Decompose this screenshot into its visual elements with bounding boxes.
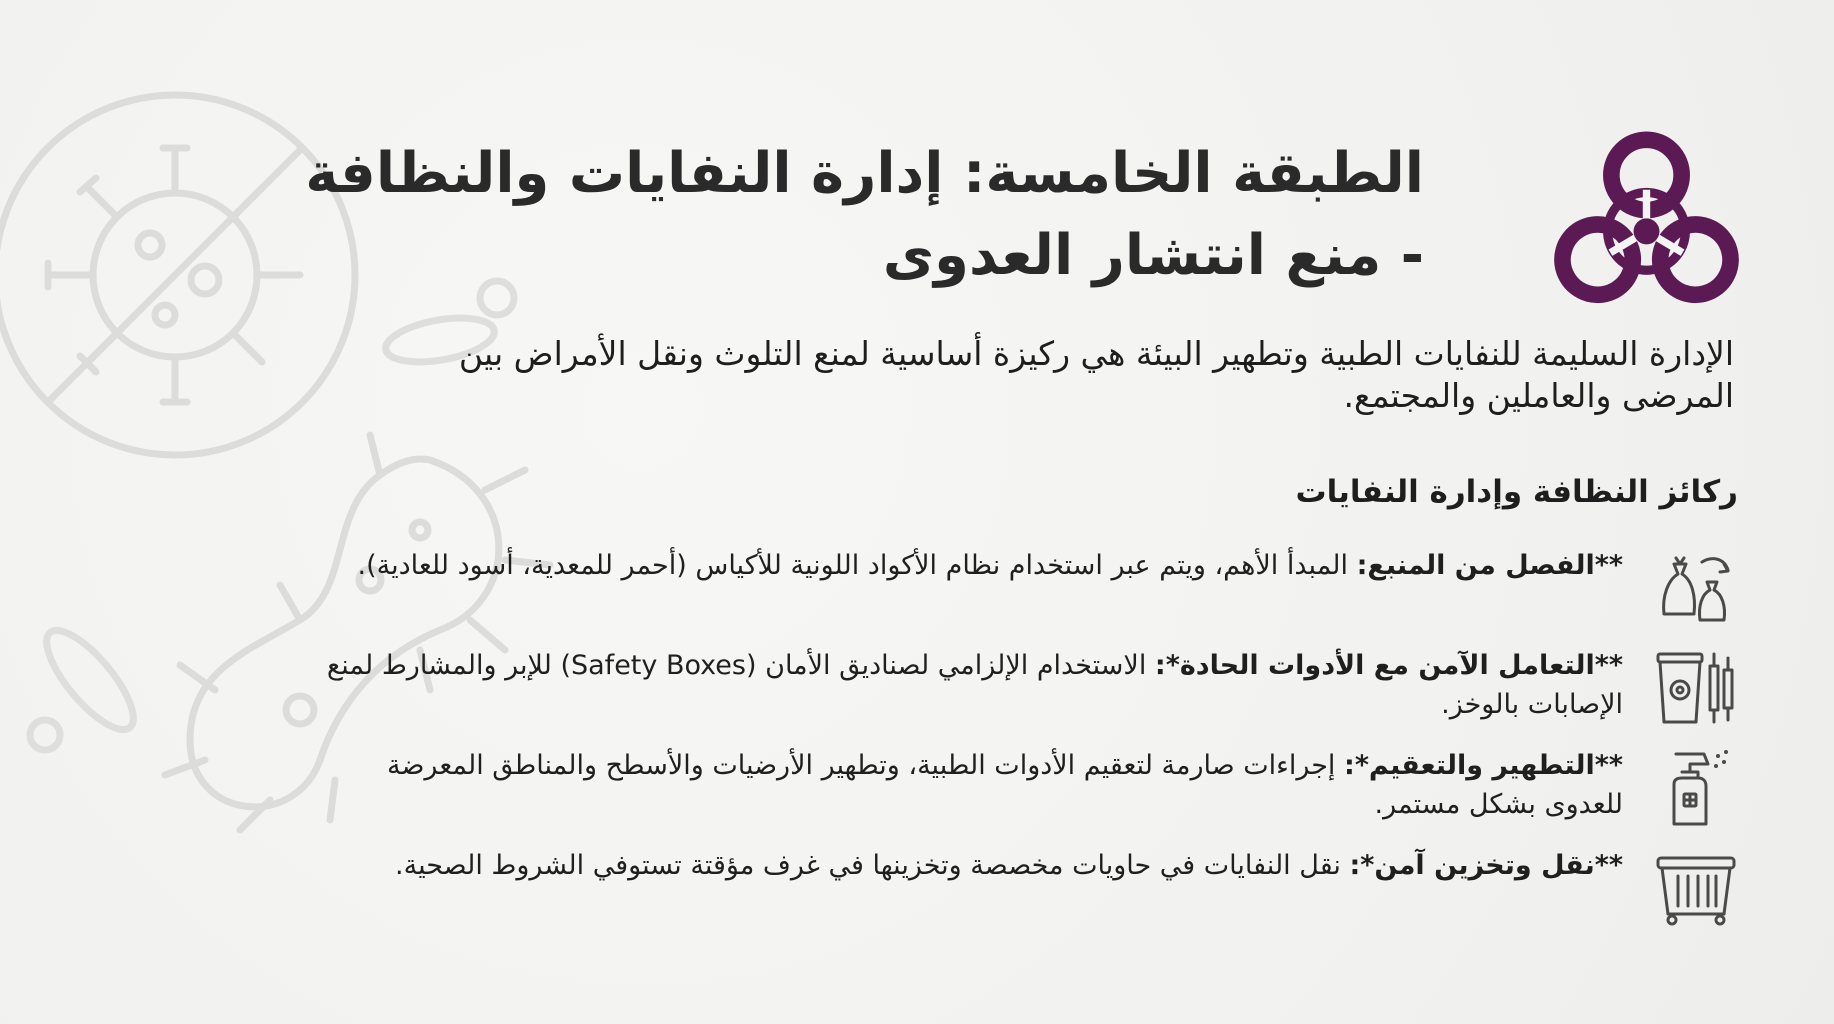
pillar-title: **التطهير والتعقيم*:: [1344, 750, 1623, 781]
waste-bags-sorting-icon: [1654, 544, 1738, 628]
intro-paragraph: الإدارة السليمة للنفايات الطبية وتطهير البيئة هي ركيزة أساسية لمنع التلوث ونقل الأمراض بين المرضى والعاملين والمجتمع.: [458, 334, 1734, 415]
pillar-body: المبدأ الأهم، ويتم عبر استخدام نظام الأكواد اللونية للأكياس (أحمر للمعدية، أسود للعادية).: [357, 550, 1357, 581]
pillar-text: [323, 646, 1623, 724]
slide-title: الطبقة الخامسة: إدارة النفايات والنظافة - منع انتشار العدوى: [305, 141, 1424, 288]
list-item: [318, 740, 1738, 840]
pillar-body: نقل النفايات في حاويات مخصصة وتخزينها في غرف مؤقتة تستوفي الشروط الصحية.: [395, 850, 1350, 881]
pillar-title: **الفصل من المنبع:: [1356, 550, 1623, 581]
pillar-body: إجراءات صارمة لتعقيم الأدوات الطبية، وتطهير الأرضيات والأسطح والمناطق المعرضة للعدوى بشكل مستمر.: [387, 750, 1623, 820]
list-item: [318, 540, 1738, 640]
sharps-container-icon: [1654, 644, 1738, 728]
list-item: [318, 840, 1738, 940]
pillar-title: **نقل وتخزين آمن*:: [1349, 850, 1623, 881]
pillar-text: [323, 846, 1623, 885]
pillar-body: الاستخدام الإلزامي لصناديق الأمان (Safety Boxes) للإبر والمشارط لمنع الإصابات بالوخز.: [326, 650, 1623, 720]
pillars-list: [318, 540, 1738, 940]
section-heading: ركائز النظافة وإدارة النفايات: [1295, 474, 1738, 510]
list-item: [318, 640, 1738, 740]
biohazard-icon: [1554, 125, 1739, 310]
pillar-text: [323, 746, 1623, 824]
waste-container-icon: [1654, 844, 1738, 928]
header: [289, 115, 1739, 305]
pillar-text: [323, 546, 1623, 585]
pillar-title: **التعامل الآمن مع الأدوات الحادة*:: [1154, 650, 1623, 681]
disinfectant-spray-icon: [1654, 744, 1738, 828]
